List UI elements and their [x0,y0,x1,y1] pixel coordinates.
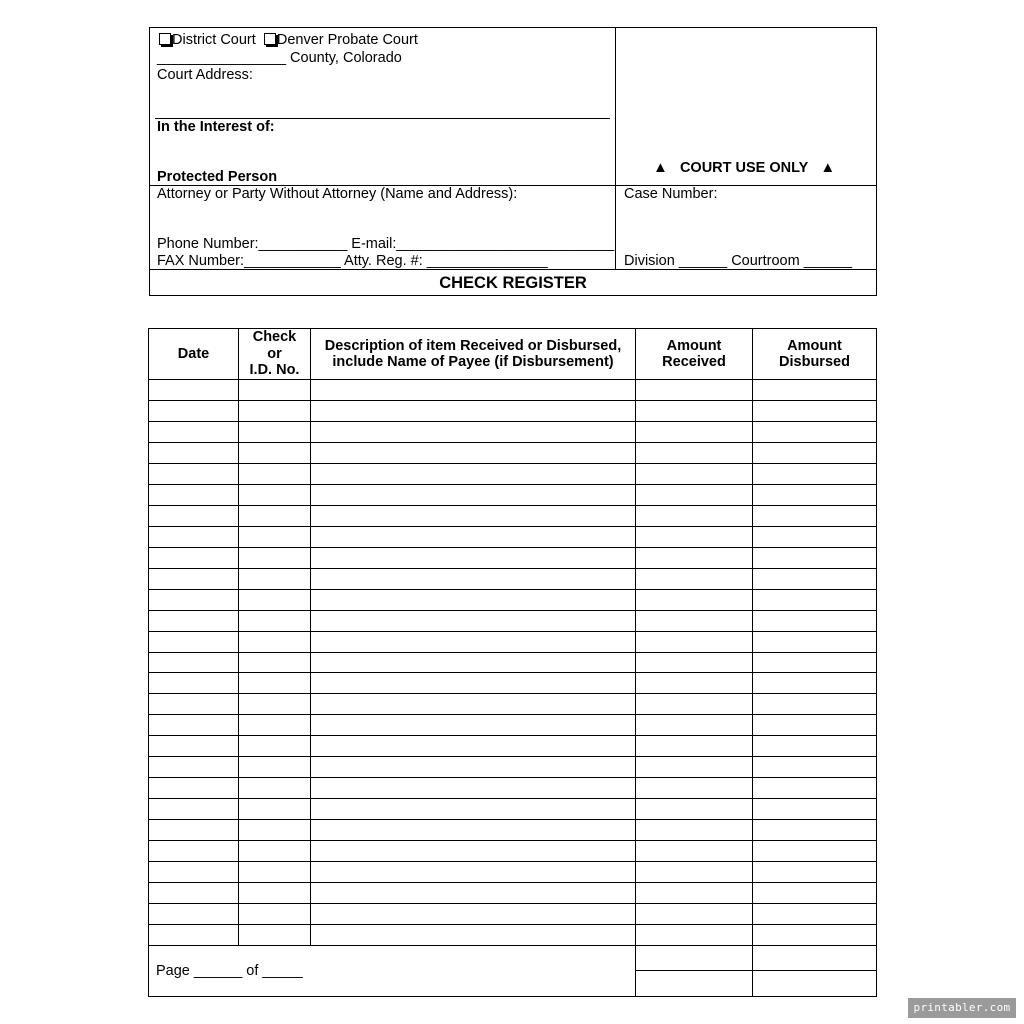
table-row-divider [148,505,877,506]
table-row-divider [148,882,877,883]
table-row-divider [148,840,877,841]
table-row-divider [148,526,877,527]
denver-probate-checkbox[interactable] [264,33,276,45]
attorney-label: Attorney or Party Without Attorney (Name and Address): [157,186,518,202]
table-row-divider [148,631,877,632]
col-header-check-id: Check or I.D. No. [249,329,300,379]
protected-person-label: Protected Person [157,169,278,185]
table-row-divider [148,463,877,464]
table-row-divider [148,714,877,715]
register-footer-divider [148,945,877,946]
court-address-label: Court Address: [157,67,253,83]
table-row-divider [148,652,877,653]
fax-reg-line[interactable]: FAX Number:____________ Atty. Reg. #: _______________ [157,253,548,269]
col-header-amount-disbursed: Amount Disbursed [779,337,850,370]
court-selection [159,32,418,49]
district-court-label: District Court [172,32,256,48]
table-row-divider [148,798,877,799]
table-row-divider [148,672,877,673]
table-row-divider [148,735,877,736]
footer-page-count[interactable]: Page ______ of _____ [156,963,303,979]
up-arrow-icon: ▲ [653,159,668,176]
case-number-label[interactable]: Case Number: [624,186,718,202]
register-table [148,328,877,997]
denver-probate-label: Denver Probate Court [276,32,418,48]
table-row-divider [148,861,877,862]
col-header-description: Description of item Received or Disbursed, include Name of Payee (if Disbursement) [324,337,622,370]
table-row-divider [148,693,877,694]
column-divider-received [752,328,753,997]
watermark-badge: printabler.com [908,998,1016,1018]
col-header-date: Date [177,345,210,362]
county-line[interactable]: ________________ County, Colorado [157,50,402,66]
district-court-checkbox[interactable] [159,33,171,45]
table-row-divider [148,589,877,590]
column-divider-description [635,328,636,997]
table-row-divider [148,610,877,611]
table-row-divider [148,903,877,904]
table-row-divider [148,442,877,443]
court-use-only-label: COURT USE ONLY [679,160,809,176]
table-row-divider [148,568,877,569]
up-arrow-icon: ▲ [820,159,836,176]
col-header-amount-received: Amount Received [662,337,726,370]
phone-email-line[interactable]: Phone Number:___________ E-mail:___________________________ [157,236,615,252]
form-title: CHECK REGISTER [439,273,587,292]
table-row-divider [148,756,877,757]
table-row-divider [148,421,877,422]
table-row-divider [148,484,877,485]
interest-label: In the Interest of: [157,119,275,135]
footer-amount-divider [635,970,877,971]
court-use-only [653,159,835,177]
division-courtroom-line[interactable]: Division ______ Courtroom ______ [624,253,853,269]
register-header-divider [148,379,877,380]
table-row-divider [148,400,877,401]
table-row-divider [148,819,877,820]
caption-divider-vertical [615,27,616,270]
table-row-divider [148,924,877,925]
table-row-divider [148,777,877,778]
table-row-divider [148,547,877,548]
